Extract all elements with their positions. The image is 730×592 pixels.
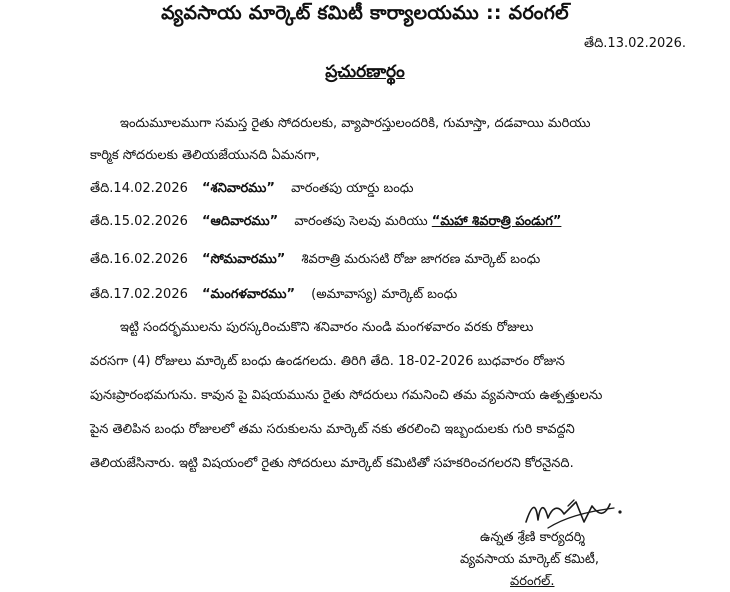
holiday-text: (అమావాస్య) మార్కెట్ బంధు [311,287,458,302]
holiday-day: “సోమవారము” [202,252,286,267]
holiday-text: వారంతపు సెలవు మరియు [294,214,428,229]
holiday-date: తేది.16.02.2026 [90,252,188,267]
holiday-festival: “మహా శివరాత్రి పండుగ” [431,214,562,229]
holiday-date: తేది.15.02.2026 [90,214,188,229]
signatory-office: వ్యవసాయ మార్కెట్ కమిటీ, [460,552,600,567]
body-line-3: పునఃప్రారంభమగును. కావున పై విషయమును రైతు సోదరులు గమనించి తమ వ్యవసాయ ఉత్పత్తులను [90,388,603,403]
holiday-text: శివరాత్రి మరుసటి రోజు జాగరణ మార్కెట్ బంధు [301,252,541,267]
holiday-day: “శనివారము” [202,181,275,196]
holiday-text: వారంతపు యార్డు బంధు [291,181,414,196]
holiday-item [90,252,540,270]
holiday-item [90,181,414,199]
intro-line-1: ఇందుమూలముగా సమస్త రైతు సోదరులకు, వ్యాపారస్తులందరికి, గుమాస్తా, దడవాయి మరియు [120,116,591,131]
body-line-4: పైన తెలిపిన బంధు రోజులలో తమ సరుకులను మార్కెట్ నకు తరలించి ఇబ్బందులకు గురి కావద్దని [90,422,575,437]
body-line-1: ఇట్టి సందర్భములను పురస్కరించుకొని శనివారం నుండి మంగళవారం వరకు రోజులు [120,320,534,335]
document-date: తేది.13.02.2026. [584,36,686,51]
holiday-day: “ఆదివారము” [202,214,279,229]
holiday-date: తేది.14.02.2026 [90,181,188,196]
body-line-2: వరసగా (4) రోజులు మార్కెట్ బంధు ఉండగలదు. తిరిగి తేది. 18-02-2026 బుధవారం రోజున [90,354,565,369]
intro-line-2: కార్మిక సోదరులకు తెలియజేయునది ఏమనగా, [90,148,320,163]
signatory-place: వరంగల్. [510,574,555,589]
holiday-item [90,214,561,232]
document-subject: ప్రచురణార్థం [325,62,405,82]
signatory-designation: ఉన్నత శ్రేణి కార్యదర్శి [480,530,585,545]
office-title: వ్యవసాయ మార్కెట్ కమిటీ కార్యాలయము :: వరంగల్ [161,2,569,24]
holiday-item [90,287,457,305]
body-line-5: తెలియజేసినారు. ఇట్టి విషయంలో రైతు సోదరులు మార్కెట్ కమిటితో సహకరించగలరని కోరనైనది. [90,456,574,471]
holiday-day: “మంగళవారము” [202,287,295,302]
holiday-date: తేది.17.02.2026 [90,287,188,302]
